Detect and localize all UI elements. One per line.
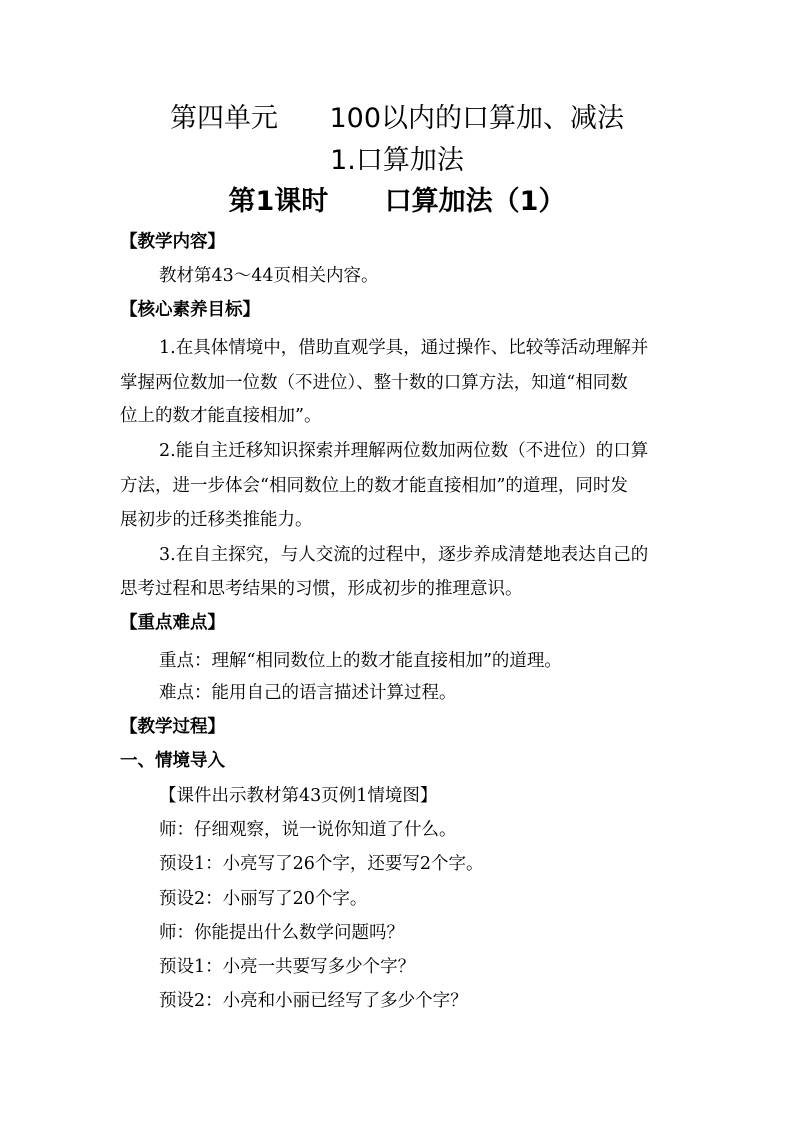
key-point-text: 重点：理解“相同数位上的数才能直接相加”的道理。	[159, 651, 562, 671]
process-line-3: 预设1：小亮写了26个字，还要写2个字。	[159, 854, 484, 874]
process-line-2: 师：仔细观察，说一说你知道了什么。	[159, 820, 457, 840]
difficult-point-text: 难点：能用自己的语言描述计算过程。	[159, 683, 457, 703]
lesson-title: 第1课时 口算加法（1）	[228, 186, 566, 217]
part-1-heading: 一、情境导入	[120, 751, 225, 771]
process-line-6: 预设1：小亮一共要写多少个字？	[159, 957, 416, 977]
goal-1-line-3: 位上的数才能直接相加”。	[120, 406, 322, 426]
goal-1-line-2: 掌握两位数加一位数（不进位）、整十数的口算方法，知道“相同数	[120, 373, 628, 393]
process-line-7: 预设2：小亮和小丽已经写了多少个字？	[159, 991, 468, 1011]
process-line-5: 师：你能提出什么数学问题吗？	[159, 923, 404, 943]
teaching-content-heading: 【教学内容】	[120, 232, 225, 252]
goal-2-line-1: 2.能自主迁移知识探索并理解两位数加两位数（不进位）的口算	[159, 441, 649, 461]
key-points-heading: 【重点难点】	[120, 613, 225, 633]
process-line-4: 预设2：小丽写了20个字。	[159, 889, 368, 909]
goal-2-line-3: 展初步的迁移类推能力。	[120, 510, 313, 530]
goal-2-line-2: 方法，进一步体会“相同数位上的数才能直接相加”的道理，同时发	[120, 476, 628, 496]
section-title: 1.口算加法	[330, 145, 464, 176]
core-goals-heading: 【核心素养目标】	[120, 300, 260, 320]
process-line-1: 【课件出示教材第43页例1情境图】	[159, 786, 438, 806]
unit-title: 第四单元 100以内的口算加、减法	[169, 103, 625, 134]
goal-3-line-2: 思考过程和思考结果的习惯，形成初步的推理意识。	[120, 579, 523, 599]
goal-3-line-1: 3.在自主探究，与人交流的过程中，逐步养成清楚地表达自己的	[159, 545, 649, 565]
goal-1-line-1: 1.在具体情境中，借助直观学具，通过操作、比较等活动理解并	[159, 338, 649, 358]
teaching-process-heading: 【教学过程】	[120, 717, 225, 737]
teaching-content-text: 教材第43～44页相关内容。	[159, 266, 379, 286]
